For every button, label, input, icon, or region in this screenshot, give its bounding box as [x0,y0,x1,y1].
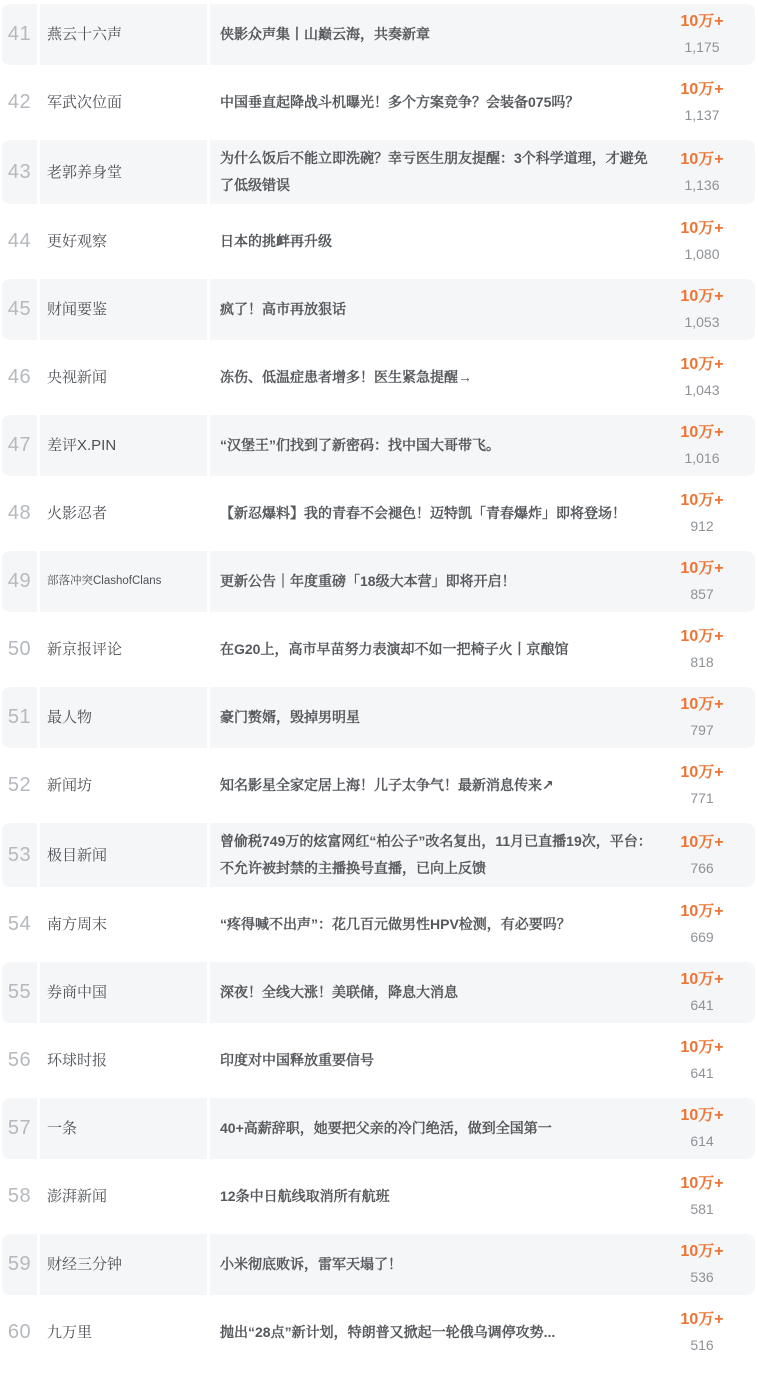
table-row[interactable] [2,279,755,340]
rank-number: 52 [7,774,32,796]
table-row[interactable] [2,551,755,612]
article-cell [210,962,755,1023]
account-name[interactable]: 更好观察 [47,233,108,250]
account-name-cell[interactable] [40,823,207,887]
account-name[interactable]: 新闻坊 [47,777,93,794]
like-count: 1,016 [684,450,720,466]
stats-column [659,1171,755,1222]
like-count: 1,053 [684,314,720,330]
read-count: 10万+ [680,288,724,305]
read-count: 10万+ [680,81,724,98]
rank-cell [2,1166,37,1227]
account-name[interactable]: 环球时报 [47,1052,108,1069]
like-count: 797 [690,722,714,738]
table-row[interactable] [2,1098,755,1159]
article-title[interactable]: 深夜！全线大涨！美联储，降息大消息 [220,984,458,1000]
account-name[interactable]: 差评X.PIN [47,437,117,454]
stats-column [659,1035,755,1086]
like-count: 1,136 [684,176,720,193]
rank-cell [2,347,37,408]
stats-column [659,216,755,267]
rank-cell [2,619,37,680]
account-name[interactable]: 极目新闻 [47,846,108,864]
table-row[interactable] [2,619,755,680]
like-count: 771 [690,790,714,806]
article-title[interactable]: 在G20上，高市早苗努力表演却不如一把椅子火丨京酿馆 [220,641,569,657]
account-name[interactable]: 老郭养身堂 [47,163,123,181]
rank-number: 56 [7,1049,32,1071]
article-cell [210,4,755,65]
article-title[interactable]: 冻伤、低温症患者增多！医生紧急提醒→ [220,369,472,385]
table-row[interactable] [2,1030,755,1091]
stats-column [659,147,755,198]
account-name[interactable]: 一条 [47,1120,78,1137]
article-cell [210,415,755,476]
rank-number: 50 [7,638,32,660]
article-title[interactable]: 【新忍爆料】我的青春不会褪色！迈特凯「青春爆炸」即将登场！ [220,505,626,521]
rank-number: 58 [7,1185,32,1207]
table-row[interactable] [2,211,755,272]
article-cell [210,1098,755,1159]
read-count: 10万+ [680,833,724,851]
account-name-cell[interactable] [40,1166,207,1227]
article-title[interactable]: 曾偷税749万的炫富网红“柏公子”改名复出，11月已直播19次，平台：不允许被封禁的主播换号直播，已向上反馈 [220,833,652,876]
rank-cell [2,1302,37,1363]
rank-number: 57 [7,1117,32,1139]
article-title[interactable]: 豪门赘婿，毁掉男明星 [220,709,360,725]
table-row[interactable] [2,4,755,65]
stats-column [659,77,755,128]
account-name[interactable]: 南方周末 [47,916,108,933]
article-title[interactable]: 日本的挑衅再升级 [220,233,332,249]
rank-cell [2,962,37,1023]
article-title[interactable]: 疯了！高市再放狠话 [220,301,346,317]
account-name[interactable]: 券商中国 [47,984,108,1001]
rank-number: 46 [7,366,32,388]
article-cell [210,687,755,748]
stats-column [659,967,755,1018]
article-cell [210,483,755,544]
account-name-cell[interactable] [40,1098,207,1159]
read-count: 10万+ [680,1107,724,1124]
read-count: 10万+ [680,13,724,30]
stats-column [659,760,755,811]
article-cell [210,551,755,612]
like-count: 818 [690,654,714,670]
rank-cell [2,211,37,272]
article-title[interactable]: 更新公告｜年度重磅「18级大本营」即将开启！ [220,573,516,589]
account-name[interactable]: 燕云十六声 [47,26,123,43]
account-name-cell[interactable] [40,211,207,272]
rank-cell [2,72,37,133]
like-count: 857 [690,586,714,602]
like-count: 912 [690,518,714,534]
rank-number: 42 [7,91,32,113]
account-name-cell[interactable] [40,140,207,204]
rank-cell [2,755,37,816]
read-count: 10万+ [680,150,724,168]
article-cell [210,1302,755,1363]
table-row[interactable] [2,962,755,1023]
account-name-cell[interactable] [40,1234,207,1295]
rank-cell [2,4,37,65]
stats-column [659,9,755,60]
stats-column [659,1307,755,1358]
rank-number: 55 [7,981,32,1003]
article-cell [210,619,755,680]
rank-number: 59 [7,1253,32,1275]
read-count: 10万+ [680,492,724,509]
rank-cell [2,687,37,748]
read-count: 10万+ [680,220,724,237]
stats-column [659,284,755,335]
read-count: 10万+ [680,356,724,373]
article-title[interactable]: 为什么饭后不能立即洗碗？幸亏医生朋友提醒：3个科学道理，才避免了低级错误 [220,150,648,193]
rank-number: 54 [7,913,32,935]
stats-column [659,1103,755,1154]
account-name-cell[interactable] [40,483,207,544]
article-cell [210,1234,755,1295]
article-title[interactable]: 12条中日航线取消所有航班 [220,1188,390,1204]
like-count: 1,080 [684,246,720,262]
table-row[interactable] [2,755,755,816]
read-count: 10万+ [680,764,724,781]
article-cell [210,347,755,408]
article-cell [210,1030,755,1091]
article-title[interactable]: 侠影众声集丨山巅云海，共奏新章 [220,26,430,42]
read-count: 10万+ [680,424,724,441]
article-cell [210,823,755,887]
article-cell [210,211,755,272]
read-count: 10万+ [680,1039,724,1056]
rank-number: 41 [7,23,32,45]
like-count: 1,175 [684,39,720,55]
account-name[interactable]: 财经三分钟 [47,1256,123,1273]
account-name-cell[interactable] [40,755,207,816]
account-name[interactable]: 澎湃新闻 [47,1188,108,1205]
rank-number: 45 [7,298,32,320]
account-name-cell[interactable] [40,894,207,955]
rank-cell [2,551,37,612]
rank-cell [2,823,37,887]
stats-column [659,899,755,950]
table-row[interactable] [2,823,755,887]
article-title[interactable]: 印度对中国释放重要信号 [220,1052,374,1068]
article-title[interactable]: 抛出“28点”新计划，特朗普又掀起一轮俄乌调停攻势... [220,1324,556,1340]
account-name-cell[interactable] [40,687,207,748]
account-name[interactable]: 新京报评论 [47,641,123,658]
rank-cell [2,140,37,204]
rank-number: 51 [7,706,32,728]
article-cell [210,72,755,133]
like-count: 536 [690,1269,714,1285]
article-cell [210,1166,755,1227]
read-count: 10万+ [680,696,724,713]
account-name[interactable]: 央视新闻 [47,369,108,386]
stats-column [659,692,755,743]
like-count: 641 [690,997,714,1013]
account-name[interactable]: 部落冲突ClashofClans [47,575,162,587]
table-row[interactable] [2,72,755,133]
account-name-cell[interactable] [40,551,207,612]
account-name-cell[interactable] [40,279,207,340]
stats-column [659,352,755,403]
like-count: 669 [690,929,714,945]
like-count: 581 [690,1201,714,1217]
rank-number: 53 [7,843,32,866]
article-title[interactable]: 小米彻底败诉，雷军天塌了！ [220,1256,402,1272]
table-row[interactable] [2,1234,755,1295]
article-cell [210,140,755,204]
read-count: 10万+ [680,560,724,577]
account-name[interactable]: 财闻要鉴 [47,301,108,318]
account-name[interactable]: 最人物 [47,709,93,726]
article-cell [210,894,755,955]
read-count: 10万+ [680,971,724,988]
table-row[interactable] [2,1302,755,1363]
like-count: 641 [690,1065,714,1081]
like-count: 1,043 [684,382,720,398]
account-name[interactable]: 军武次位面 [47,94,123,111]
article-title[interactable]: 中国垂直起降战斗机曝光！多个方案竞争？会装备075吗？ [220,94,580,110]
table-row[interactable] [2,347,755,408]
article-title[interactable]: “疼得喊不出声”：花几百元做男性HPV检测，有必要吗？ [220,916,571,932]
read-count: 10万+ [680,1311,724,1328]
read-count: 10万+ [680,1243,724,1260]
rank-cell [2,483,37,544]
like-count: 614 [690,1133,714,1149]
stats-column [659,488,755,539]
table-row[interactable] [2,415,755,476]
read-count: 10万+ [680,903,724,920]
rank-cell [2,1030,37,1091]
rank-number: 44 [7,230,32,252]
rank-number: 49 [7,570,32,592]
rank-number: 47 [7,434,32,456]
account-name[interactable]: 火影忍者 [47,505,108,522]
account-name-cell[interactable] [40,1302,207,1363]
read-count: 10万+ [680,628,724,645]
stats-column [659,830,755,881]
stats-column [659,556,755,607]
stats-column [659,1239,755,1290]
table-row[interactable] [2,140,755,204]
like-count: 1,137 [684,107,720,123]
article-title[interactable]: 知名影星全家定居上海！儿子太争气！最新消息传来↗ [220,777,554,793]
account-name-cell[interactable] [40,415,207,476]
rank-cell [2,1234,37,1295]
table-row[interactable] [2,1166,755,1227]
account-name-cell[interactable] [40,347,207,408]
table-row[interactable] [2,483,755,544]
account-name[interactable]: 九万里 [47,1324,93,1341]
rank-number: 43 [7,160,32,183]
read-count: 10万+ [680,1175,724,1192]
table-row[interactable] [2,894,755,955]
stats-column [659,420,755,471]
like-count: 516 [690,1337,714,1353]
rank-number: 60 [7,1321,32,1343]
article-title[interactable]: 40+高薪辞职，她要把父亲的冷门绝活，做到全国第一 [220,1120,552,1136]
account-name-cell[interactable] [40,72,207,133]
account-name-cell[interactable] [40,4,207,65]
stats-column [659,624,755,675]
rank-number: 48 [7,502,32,524]
like-count: 766 [690,859,714,876]
rank-cell [2,415,37,476]
article-cell [210,755,755,816]
account-name-cell[interactable] [40,619,207,680]
table-row[interactable] [2,687,755,748]
rank-cell [2,279,37,340]
account-name-cell[interactable] [40,962,207,1023]
article-cell [210,279,755,340]
article-title[interactable]: “汉堡王”们找到了新密码：找中国大哥带飞。 [220,437,500,453]
rank-cell [2,1098,37,1159]
account-name-cell[interactable] [40,1030,207,1091]
rank-cell [2,894,37,955]
